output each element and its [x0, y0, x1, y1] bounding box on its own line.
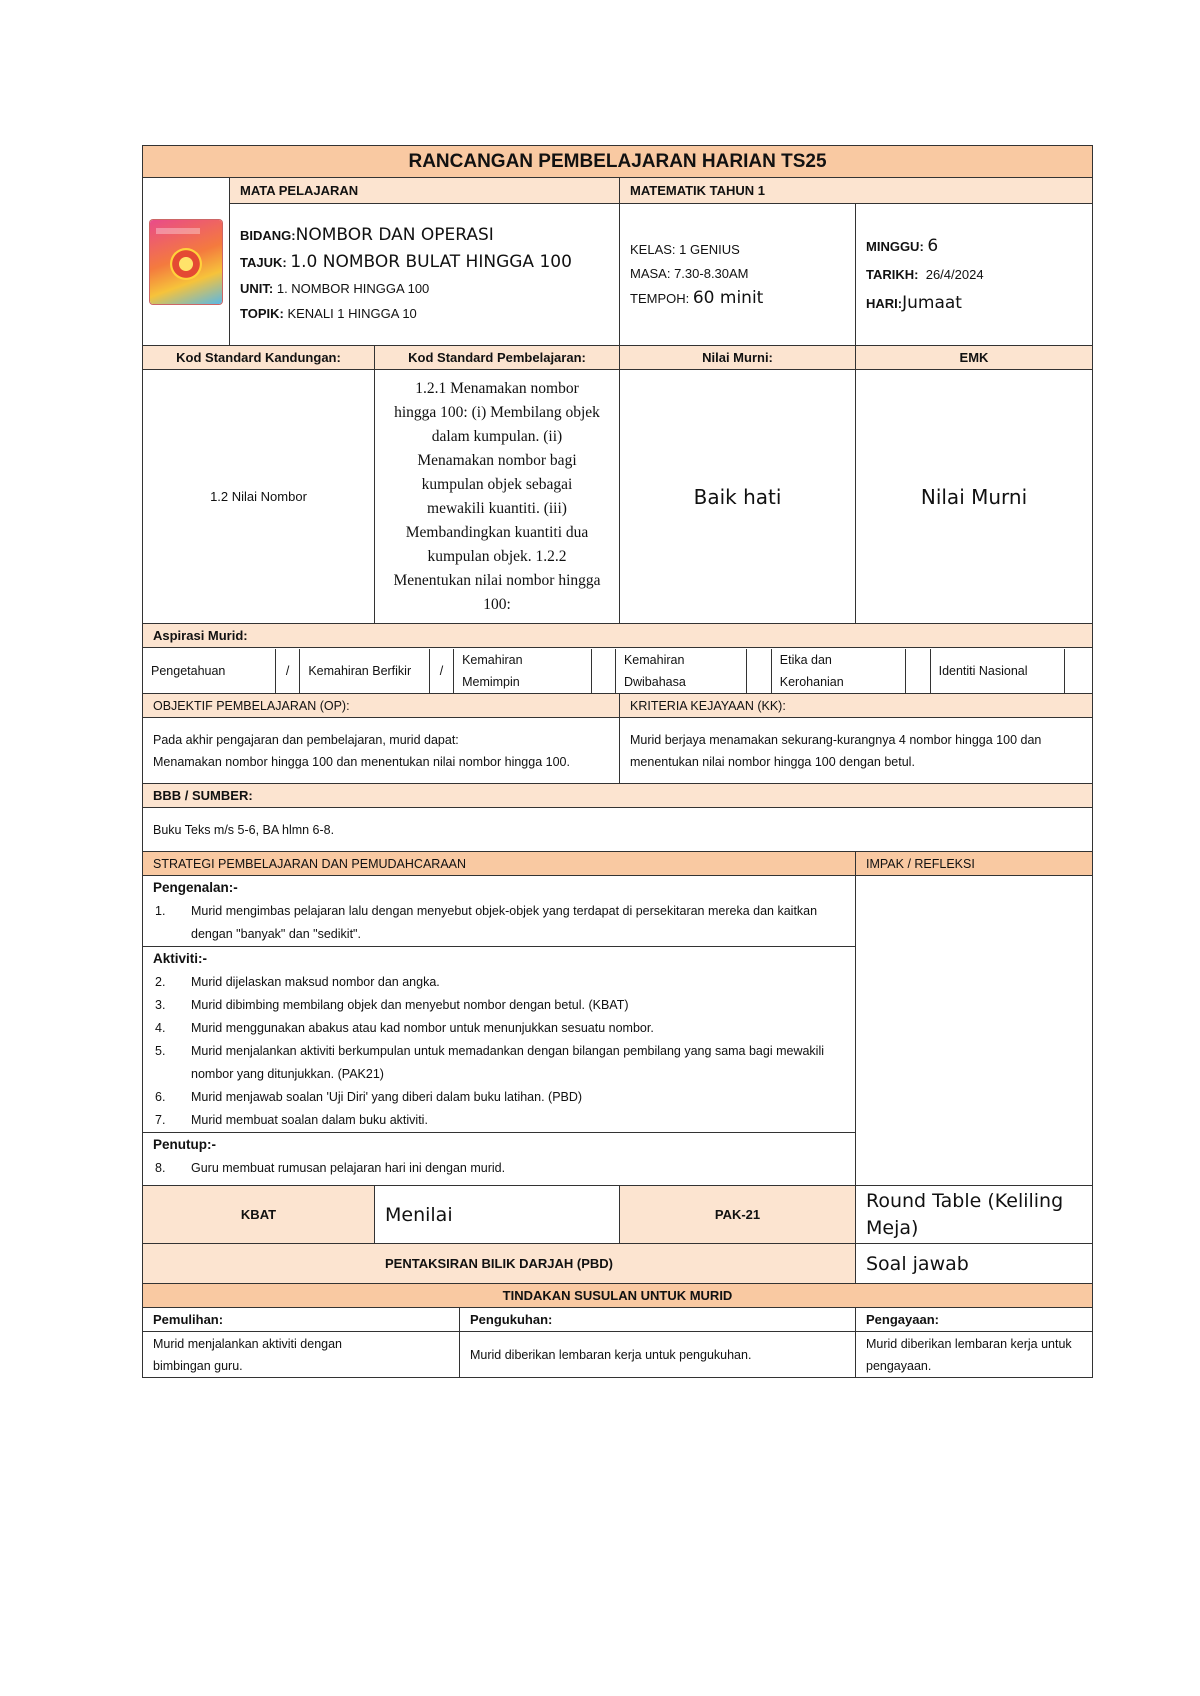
kriteria-label: KRITERIA KEJAYAAN (KK): [620, 694, 1093, 718]
lesson-plan-table [142, 145, 1093, 1378]
hari-value: Jumaat [902, 292, 962, 313]
aspirasi-item: Kemahiran Memimpin [454, 649, 592, 693]
pembelajaran-value: 1.2.1 Menamakan nombor hingga 100: (i) Membilang objek dalam kumpulan. (ii) Menamakan nombor bagi kumpulan objek sebagai mewakili kuantiti. (iii) Membandingkan kuantiti dua kumpulan objek. 1.2.2 Menentukan nilai nombor hingga 100: [375, 370, 620, 624]
penutup-list [153, 1157, 845, 1180]
aspirasi-mark: / [276, 649, 300, 693]
aspirasi-item: Etika dan Kerohanian [771, 649, 906, 693]
mata-pelajaran-label: MATA PELAJARAN [230, 178, 620, 204]
bbb-label: BBB / SUMBER: [143, 784, 1093, 808]
minggu-value: 6 [927, 235, 939, 256]
kbat-value: Menilai [375, 1186, 620, 1244]
pengenalan-list [153, 900, 845, 946]
unit-value: 1. NOMBOR HINGGA 100 [276, 281, 430, 296]
class-info: KELAS: 1 GENIUS MASA: 7.30-8.30AM TEMPOH: 60 minit [620, 204, 856, 346]
objektif-label: OBJEKTIF PEMBELAJARAN (OP): [143, 694, 620, 718]
nilai-murni-header: Nilai Murni: [620, 346, 856, 370]
kriteria-text: Murid berjaya menamakan sekurang-kurangnya 4 nombor hingga 100 dan menentukan nilai nombor hingga 100 dengan betul. [620, 718, 1093, 784]
tempoh-value: 60 minit [692, 288, 764, 308]
impak-label: IMPAK / REFLEKSI [856, 852, 1093, 876]
lesson-plan-page [142, 145, 1092, 1378]
strategi-label: STRATEGI PEMBELAJARAN DAN PEMUDAHCARAAN [143, 852, 856, 876]
aktiviti-label: Aktiviti:- [153, 951, 207, 966]
list-item: 7. Murid membuat soalan dalam buku aktiviti. [155, 1113, 428, 1127]
list-item: 8. Guru membuat rumusan pelajaran hari ini dengan murid. [155, 1161, 506, 1175]
aspirasi-mark [747, 649, 771, 693]
pengukuhan-label: Pengukuhan: [460, 1308, 856, 1332]
date-info: MINGGU: 6 TARIKH: 26/4/2024 HARI:Jumaat [856, 204, 1093, 346]
tindakan-label: TINDAKAN SUSULAN UNTUK MURID [143, 1284, 1093, 1308]
list-item: 5. Murid menjalankan aktiviti berkumpulan untuk memadankan dengan bilangan pembilang yang sama bagi mewakili nombor yang ditunjukkan. (PAK21) [155, 1044, 825, 1081]
list-item: 4. Murid menggunakan abakus atau kad nombor untuk menunjukkan sesuatu nombor. [155, 1021, 654, 1035]
aspirasi-label: Aspirasi Murid: [143, 624, 1093, 648]
pemulihan-text: Murid menjalankan aktiviti dengan bimbingan guru. [143, 1332, 460, 1378]
kandungan-header: Kod Standard Kandungan: [143, 346, 375, 370]
list-item: 2. Murid dijelaskan maksud nombor dan angka. [155, 975, 440, 989]
topik-value: KENALI 1 HINGGA 10 [287, 306, 417, 321]
pak21-label: PAK-21 [620, 1186, 856, 1244]
tajuk-value: 1.0 NOMBOR BULAT HINGGA 100 [290, 252, 572, 272]
kelas-value: 1 GENIUS [679, 242, 740, 257]
textbook-cover [143, 178, 230, 346]
topic-info: BIDANG:NOMBOR DAN OPERASI TAJUK: 1.0 NOMBOR BULAT HINGGA 100 UNIT: 1. NOMBOR HINGGA 100 TOPIK: KENALI 1 HINGGA 10 [230, 204, 620, 346]
pemulihan-label: Pemulihan: [143, 1308, 460, 1332]
page-title: RANCANGAN PEMBELAJARAN HARIAN TS25 [143, 146, 1093, 178]
tarikh-value: 26/4/2024 [925, 266, 984, 282]
aspirasi-mark [591, 649, 615, 693]
textbook-cover-icon [150, 220, 222, 304]
bidang-value: NOMBOR DAN OPERASI [295, 225, 494, 245]
aspirasi-mark: / [429, 649, 453, 693]
impak-body [856, 876, 1093, 1186]
aspirasi-item: Kemahiran Berfikir [300, 649, 430, 693]
emk-header: EMK [856, 346, 1093, 370]
aspirasi-mark [1065, 649, 1092, 693]
aspirasi-mark [906, 649, 930, 693]
pbd-label: PENTAKSIRAN BILIK DARJAH (PBD) [143, 1244, 856, 1284]
subject-name: MATEMATIK TAHUN 1 [620, 178, 1093, 204]
emk-value: Nilai Murni [856, 370, 1093, 624]
pembelajaran-header: Kod Standard Pembelajaran: [375, 346, 620, 370]
pengayaan-label: Pengayaan: [856, 1308, 1093, 1332]
pengayaan-text: Murid diberikan lembaran kerja untuk pengayaan. [856, 1332, 1093, 1378]
list-item: 6. Murid menjawab soalan 'Uji Diri' yang diberi dalam buku latihan. (PBD) [155, 1090, 583, 1104]
aspirasi-item: Kemahiran Dwibahasa [615, 649, 747, 693]
aspirasi-grid [143, 649, 1092, 693]
kandungan-value: 1.2 Nilai Nombor [143, 370, 375, 624]
aktiviti-list [153, 971, 845, 1132]
pengukuhan-text: Murid diberikan lembaran kerja untuk pengukuhan. [460, 1332, 856, 1378]
strategi-body [143, 876, 856, 1186]
pak21-value: Round Table (Keliling Meja) [856, 1186, 1093, 1244]
aspirasi-item: Pengetahuan [143, 649, 276, 693]
objektif-text: Pada akhir pengajaran dan pembelajaran, murid dapat: Menamakan nombor hingga 100 dan menentukan nilai nombor hingga 100. [143, 718, 620, 784]
penutup-label: Penutup:- [153, 1137, 216, 1152]
kbat-label: KBAT [143, 1186, 375, 1244]
pbd-value: Soal jawab [856, 1244, 1093, 1284]
nilai-murni-value: Baik hati [620, 370, 856, 624]
list-item: 1. Murid mengimbas pelajaran lalu dengan menyebut objek-objek yang terdapat di persekitaran mereka dan kaitkan dengan "banyak" dan "sedikit". [155, 904, 818, 941]
list-item: 3. Murid dibimbing membilang objek dan menyebut nombor dengan betul. (KBAT) [155, 998, 629, 1012]
masa-value: 7.30-8.30AM [674, 266, 749, 281]
bbb-text: Buku Teks m/s 5-6, BA hlmn 6-8. [143, 808, 1093, 852]
aspirasi-item: Identiti Nasional [930, 649, 1065, 693]
pengenalan-label: Pengenalan:- [153, 880, 238, 895]
